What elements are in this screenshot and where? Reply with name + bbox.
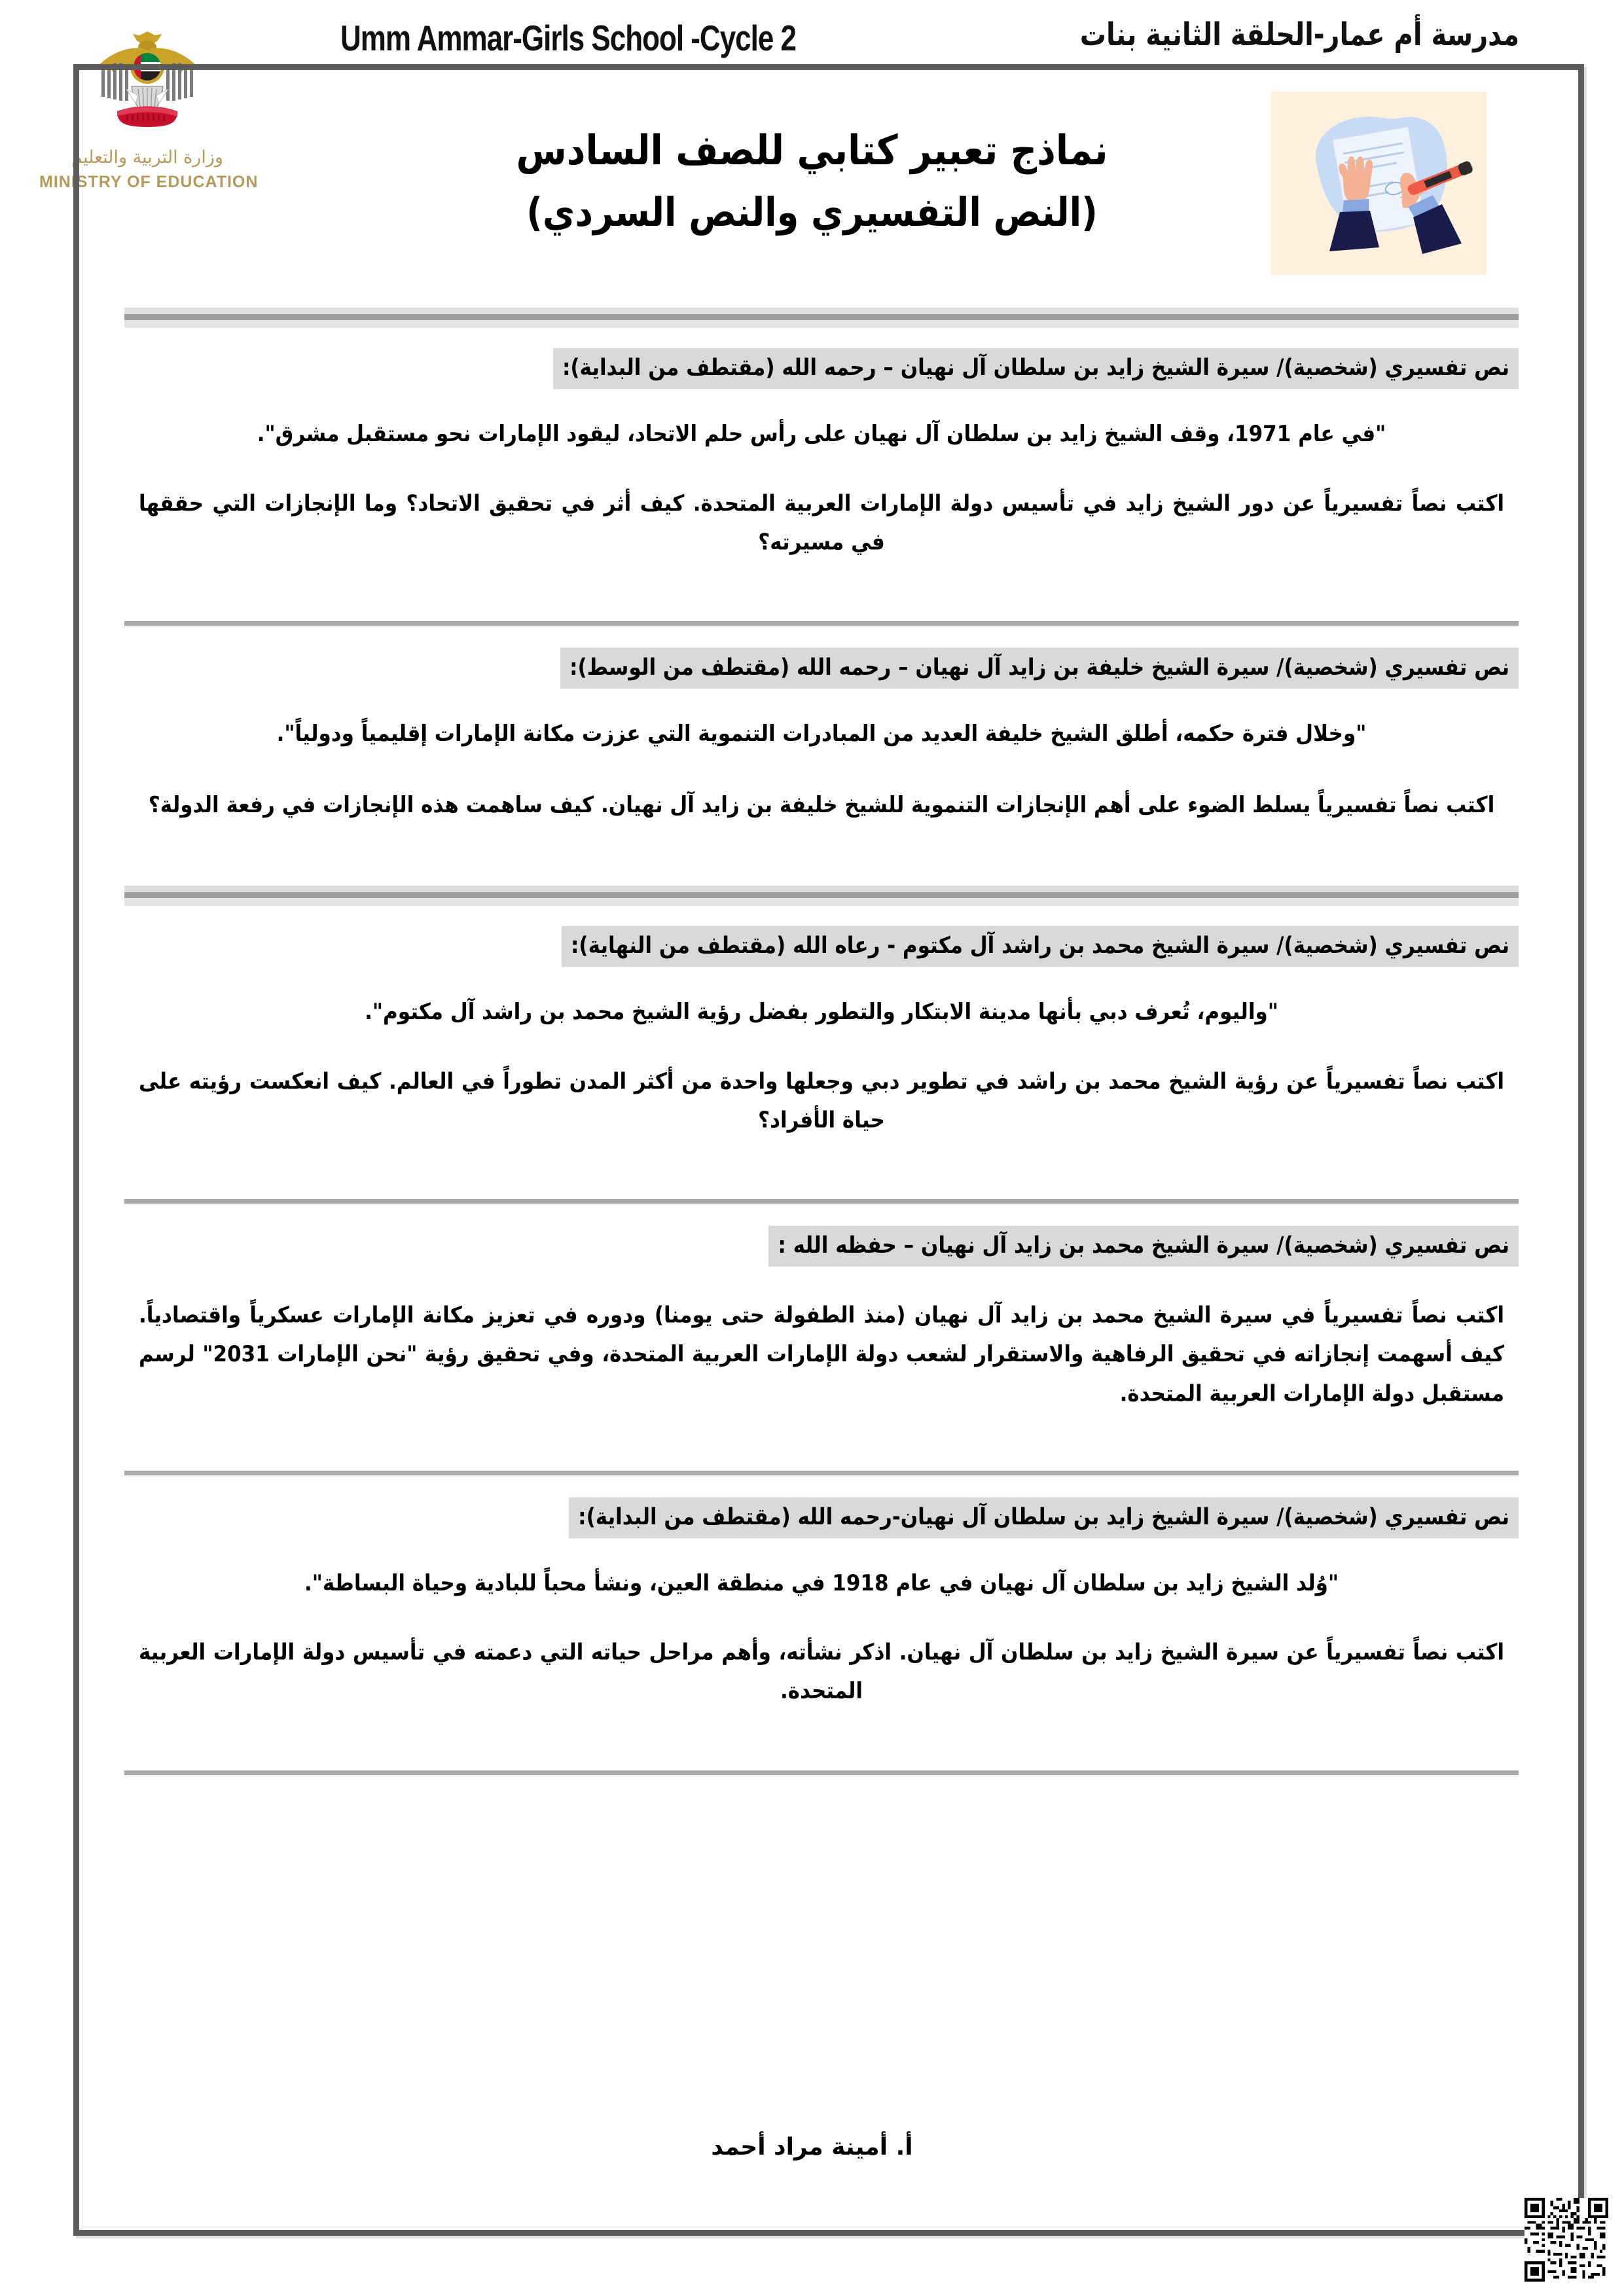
section-prompt-1: اكتب نصاً تفسيرياً عن دور الشيخ زايد في تأسيس دولة الإمارات العربية المتحدة. كيف أثر في تحقيق الاتحاد؟ وما الإنجازات التي حققها في مسيرته؟: [139, 490, 1504, 556]
section-1: [124, 308, 1519, 621]
section-quote-1: "في عام 1971، وقف الشيخ زايد بن سلطان آل نهيان على رأس حلم الاتحاد، ليقود الإمارات نحو مستقبل مشرق".: [257, 421, 1386, 447]
section-heading-1: نص تفسيري (شخصية)/ سيرة الشيخ زايد بن سلطان آل نهيان – رحمه الله (مقتطف من البداية):: [553, 348, 1519, 389]
hands-writing-on-paper-icon: [1271, 92, 1487, 275]
ministry-name-english: MINISTRY OF EDUCATION: [39, 173, 259, 191]
section-divider: [124, 621, 1519, 628]
section-divider: [124, 308, 1519, 328]
section-divider: [124, 886, 1519, 906]
section-heading-3: نص تفسيري (شخصية)/ سيرة الشيخ محمد بن راشد آل مكتوم - رعاه الله (مقتطف من النهاية):: [562, 926, 1519, 967]
ministry-name-arabic: وزارة التربية والتعليم: [71, 147, 223, 168]
section-5: [124, 1471, 1519, 1777]
section-divider: [124, 1471, 1519, 1477]
section-prompt-2: اكتب نصاً تفسيرياً يسلط الضوء على أهم الإنجازات التنموية للشيخ خليفة بن زايد آل نهيان. كيف ساهمت هذه الإنجازات في رفعة الدولة؟: [148, 791, 1495, 818]
section-quote-2: "وخلال فترة حكمه، أطلق الشيخ خليفة العديد من المبادرات التنموية التي عززت مكانة الإمارات إقليمياً ودولياً".: [276, 721, 1367, 747]
section-2: [124, 621, 1519, 886]
page-subtitle: (النص التفسيري والنص السردي): [526, 189, 1098, 236]
section-heading-5: نص تفسيري (شخصية)/ سيرة الشيخ زايد بن سلطان آل نهيان-رحمه الله (مقتطف من البداية):: [569, 1497, 1519, 1538]
section-3: [124, 886, 1519, 1199]
school-name-arabic: مدرسة أم عمار-الحلقة الثانية بنات: [1079, 17, 1519, 54]
section-quote-5: "وُلد الشيخ زايد بن سلطان آل نهيان في عام 1918 في منطقة العين، ونشأ محباً للبادية وحياة البساطة".: [304, 1570, 1339, 1596]
section-prompt-4: اكتب نصاً تفسيرياً في سيرة الشيخ محمد بن زايد آل نهيان (منذ الطفولة حتى يومنا) ودوره في تعزيز مكانة الإمارات عسكرياً واقتصادياً. كيف أسهمت إنجازاته في تحقيق الرفاهية والاستقرار لشعب دولة الإمارات العربية المتحدة، وفي تحقيق رؤية "نحن الإمارات 2031" لرسم مستقبل دولة الإمارات العربية المتحدة.: [139, 1302, 1504, 1407]
section-prompt-5: اكتب نصاً تفسيرياً عن سيرة الشيخ زايد بن سلطان آل نهيان. اذكر نشأته، وأهم مراحل حياته التي دعمته في تأسيس دولة الإمارات العربية المتحدة.: [139, 1639, 1504, 1705]
qr-code-icon: [1525, 2198, 1608, 2282]
page-title: نماذج تعبير كتابي للصف السادس: [516, 127, 1108, 175]
section-divider: [124, 1199, 1519, 1206]
section-heading-2: نص تفسيري (شخصية)/ سيرة الشيخ خليفة بن زايد آل نهيان – رحمه الله (مقتطف من الوسط):: [560, 648, 1519, 689]
section-divider: [124, 1770, 1519, 1777]
section-prompt-3: اكتب نصاً تفسيرياً عن رؤية الشيخ محمد بن راشد في تطوير دبي وجعلها واحدة من أكثر المدن تطوراً في العالم. كيف انعكست رؤيته على حياة الأفراد؟: [139, 1068, 1504, 1134]
section-quote-3: "واليوم، تُعرف دبي بأنها مدينة الابتكار والتطور بفضل رؤية الشيخ محمد بن راشد آل مكتوم".: [365, 999, 1278, 1025]
school-name-english: Umm Ammar-Girls School -Cycle 2: [340, 18, 797, 59]
document-body: [124, 308, 1519, 1777]
section-4: [124, 1199, 1519, 1471]
teacher-signature: أ. أمينة مراد أحمد: [711, 2134, 913, 2161]
section-heading-4: نص تفسيري (شخصية)/ سيرة الشيخ محمد بن زايد آل نهيان – حفظه الله :: [768, 1226, 1519, 1267]
